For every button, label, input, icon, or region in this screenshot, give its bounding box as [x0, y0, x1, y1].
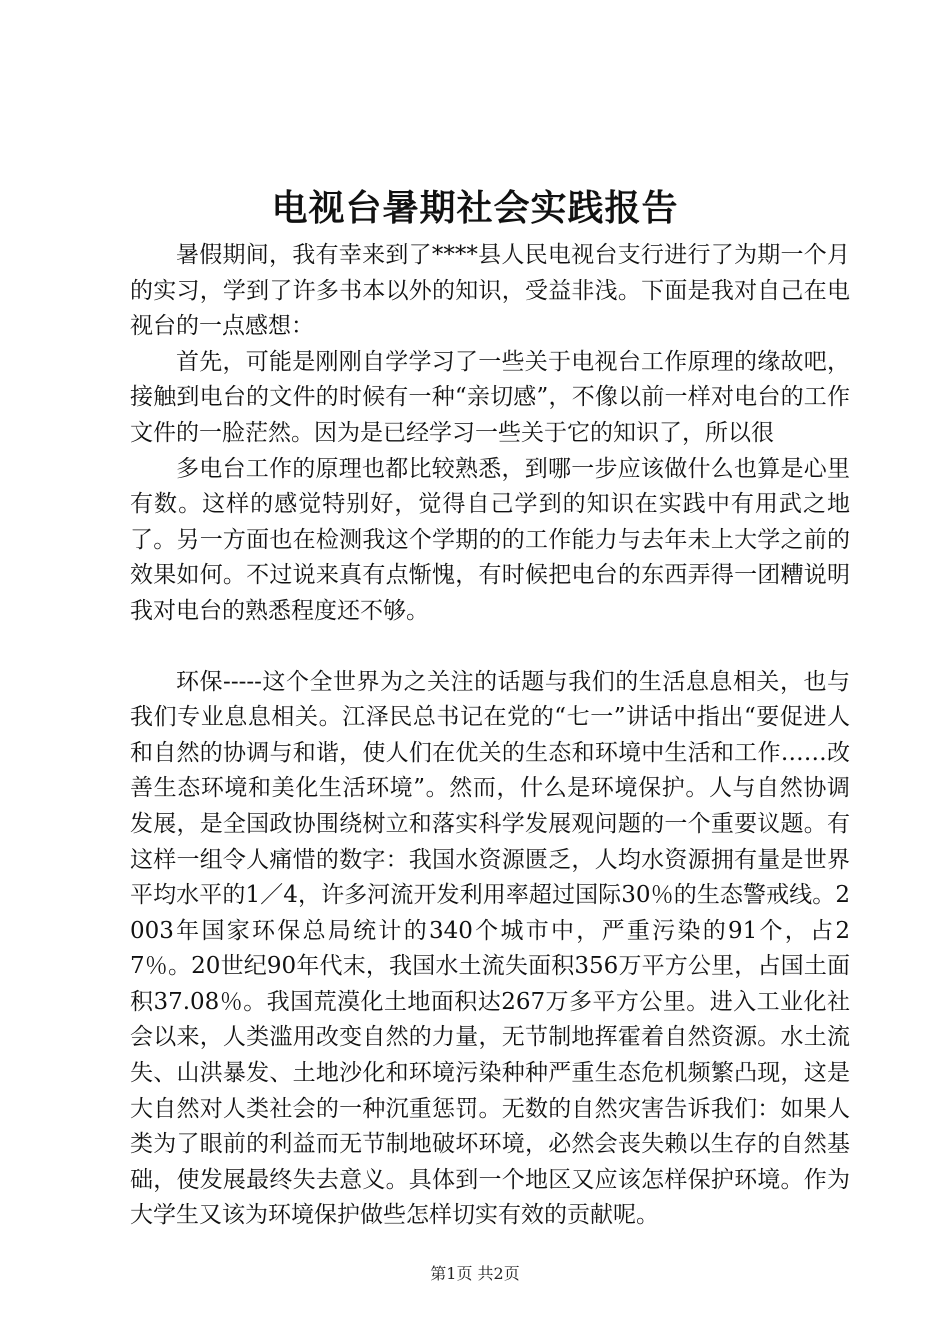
- paragraph-intro: 暑假期间，我有幸来到了****县人民电视台支行进行了为期一个月的实习，学到了许多书本以外的知识，受益非浅。下面是我对自己在电视台的一点感想：: [130, 242, 850, 340]
- paragraph-spacer: [130, 630, 850, 665]
- paragraph-first-impression: 首先，可能是刚刚自学学习了一些关于电视台工作原理的缘故吧，接触到电台的文件的时候有一种“亲切感”，不像以前一样对电台的工作文件的一脸茫然。因为是已经学习一些关于它的知识了，所以很: [130, 348, 850, 446]
- paragraph-familiarity: 多电台工作的原理也都比较熟悉，到哪一步应该做什么也算是心里有数。这样的感觉特别好，觉得自己学到的知识在实践中有用武之地了。另一方面也在检测我这个学期的的工作能力与去年未上大学之前的效果如何。不过说来真有点惭愧，有时候把电台的东西弄得一团糟说明我对电台的熟悉程度还不够。: [130, 455, 850, 624]
- document-title: 电视台暑期社会实践报告: [271, 187, 679, 229]
- page-number-footer: 第1页 共2页: [430, 1264, 520, 1283]
- paragraph-environment: 环保-----这个全世界为之关注的话题与我们的生活息息相关，也与我们专业息息相关。江泽民总书记在党的“七一”讲话中指出“要促进人和自然的协调与和谐，使人们在优关的生态和环境中生活和工作……改善生态环境和美化生活环境”。然而，什么是环境保护。人与自然协调发展，是全国政协围绕树立和落实科学发展观问题的一个重要议题。有这样一组令人痛惜的数字：我国水资源匮乏，人均水资源拥有量是世界平均水平的1／4，许多河流开发利用率超过国际30％的生态警戒线。2003年国家环保总局统计的340个城市中，严重污染的91个，占27％。20世纪90年代末，我国水土流失面积356万平方公里，占国土面积37.08％。我国荒漠化土地面积达267万多平方公里。进入工业化社会以来，人类滥用改变自然的力量，无节制地挥霍着自然资源。水土流失、山洪暴发、土地沙化和环境污染种种严重生态危机频繁凸现，这是大自然对人类社会的一种沉重惩罚。无数的自然灾害告诉我们：如果人类为了眼前的利益而无节制地破坏环境，必然会丧失赖以生存的自然基础，使发展最终失去意义。具体到一个地区又应该怎样保护环境。作为大学生又该为环境保护做些怎样切实有效的贡献呢。: [130, 668, 850, 1229]
- document-body: [130, 238, 850, 1234]
